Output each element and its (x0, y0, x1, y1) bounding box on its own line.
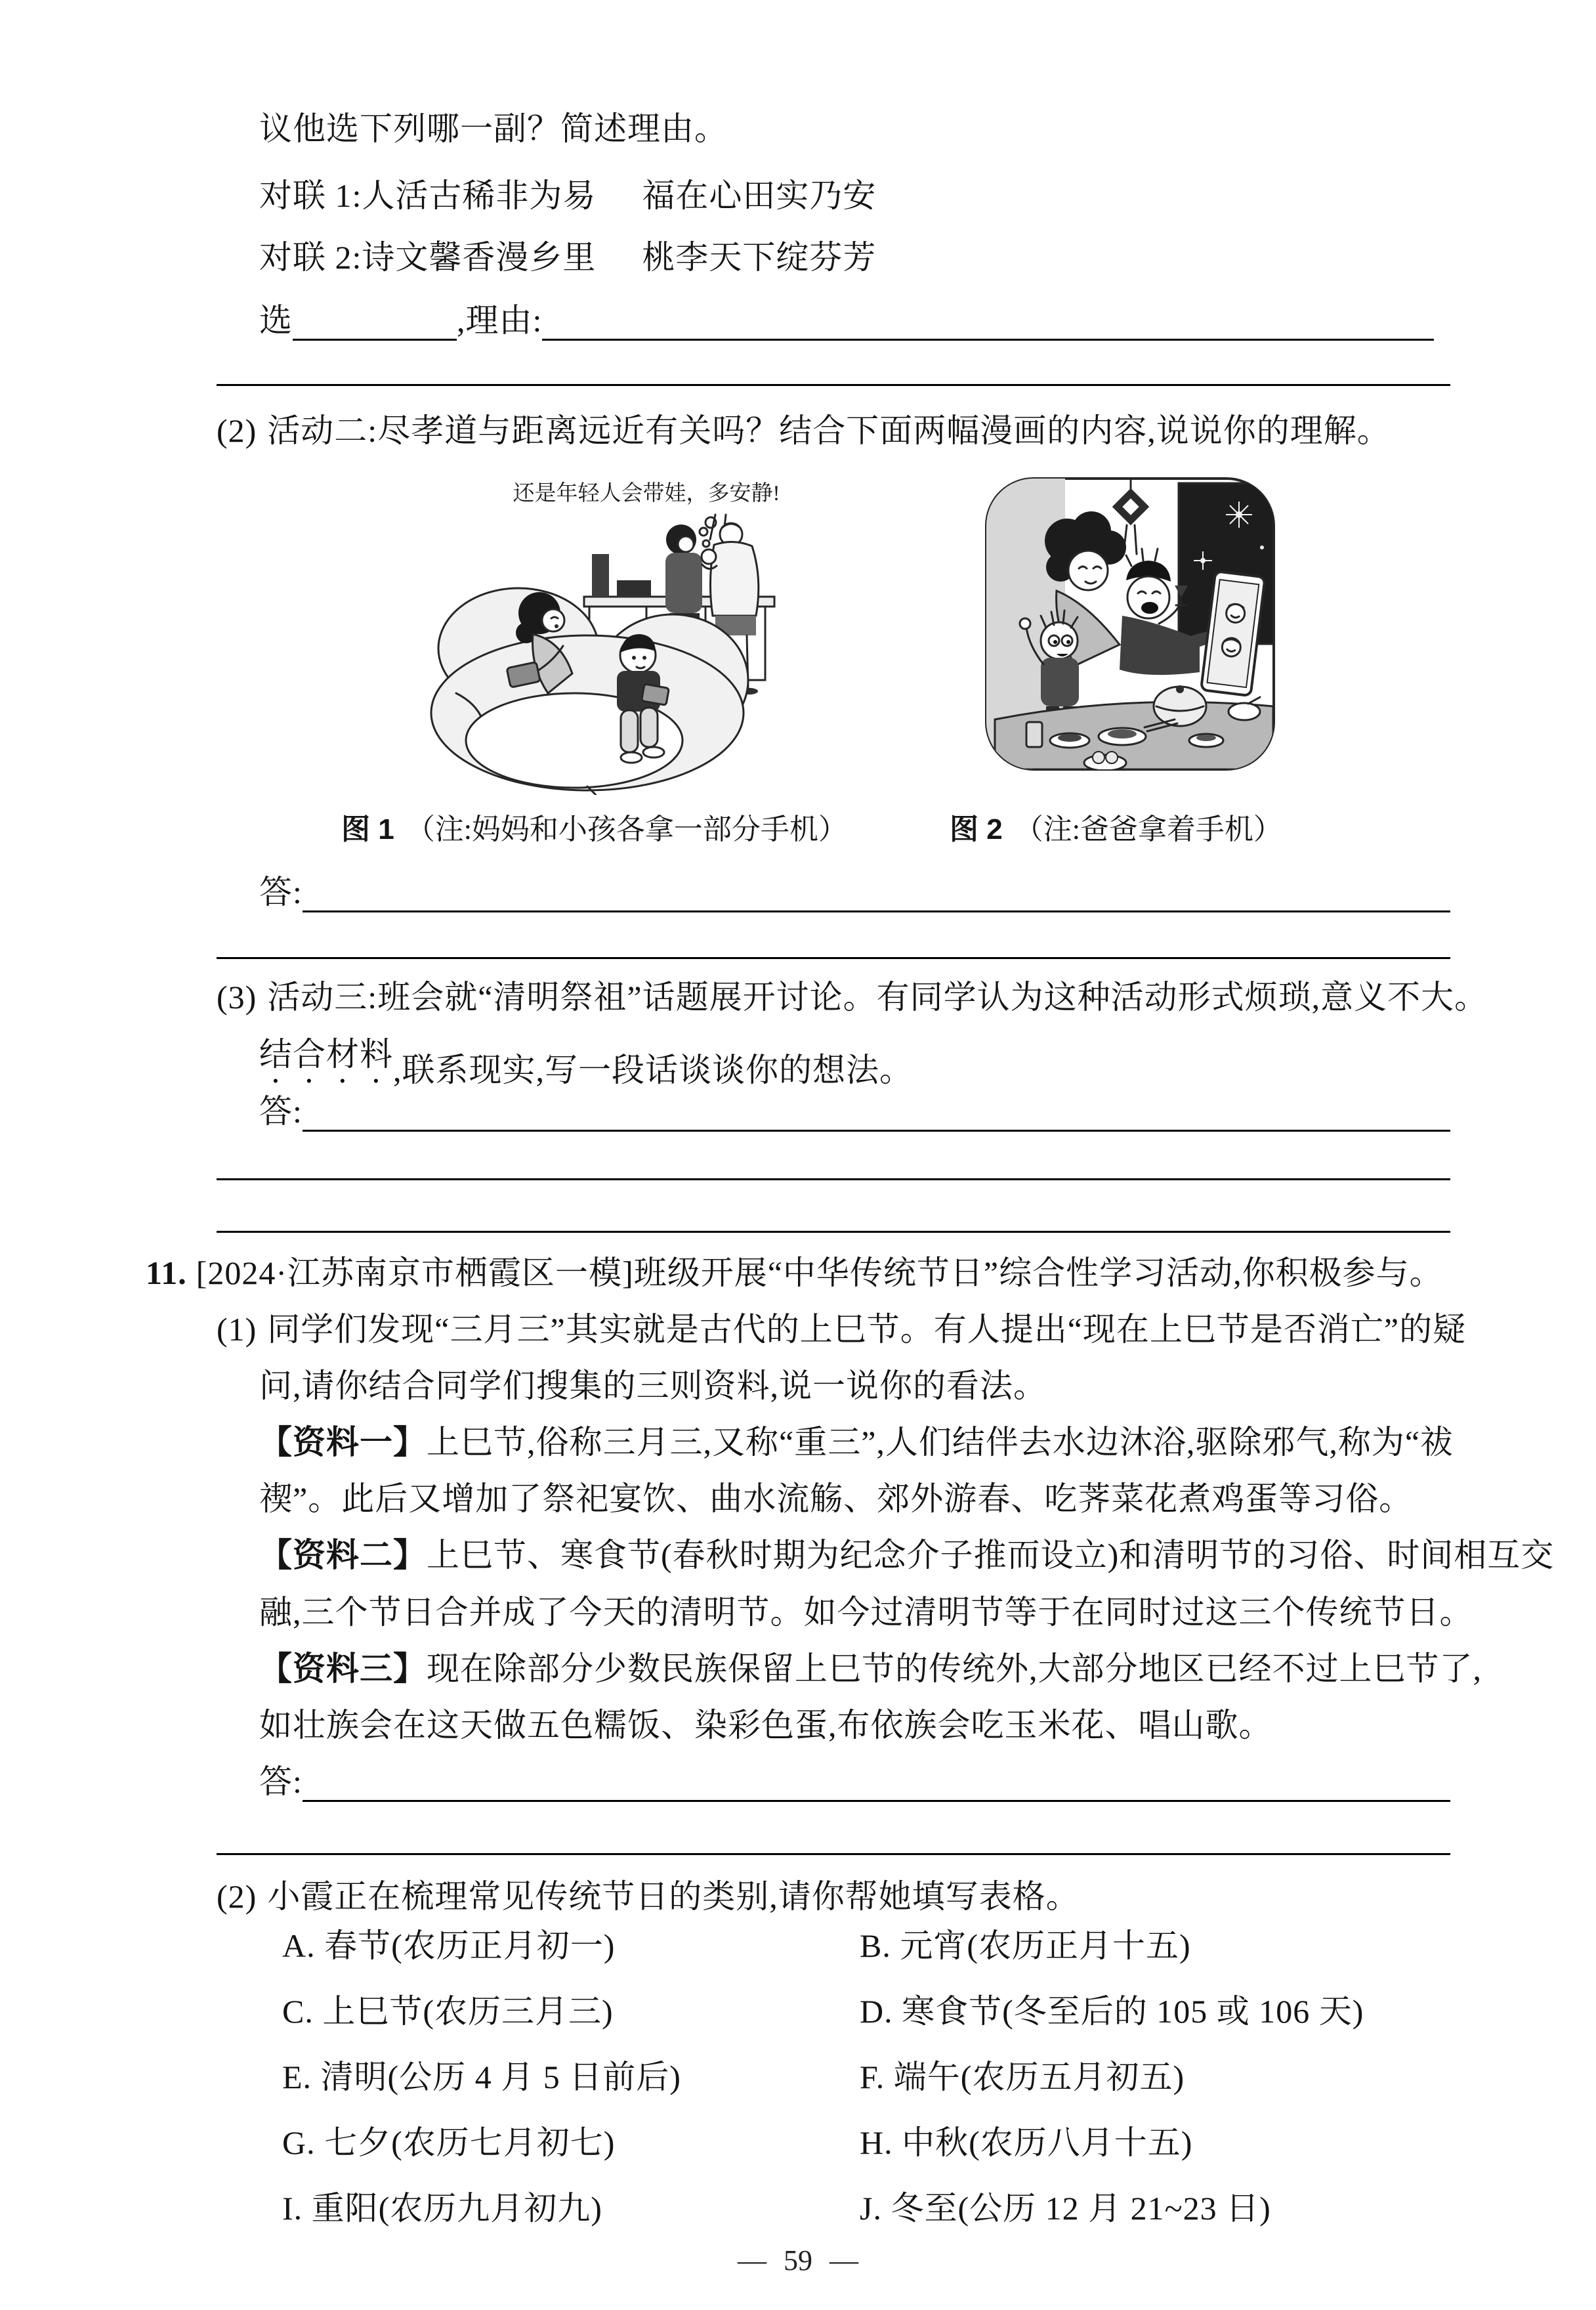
q11-part2-line (217, 1876, 1080, 1917)
cartoon1-speech-text: 还是年轻人会带娃，多安静! (513, 482, 778, 505)
material-1-text1: 上巳节,俗称三月三,又称“重三”,人们结伴去水边沐浴,驱除邪气,称为“祓 (427, 1424, 1454, 1461)
caption-figure-2 (950, 812, 1282, 847)
couplet-1-lower: 福在心田实乃安 (642, 177, 877, 214)
answer-rule (217, 1178, 1450, 1180)
couplet-2 (259, 237, 876, 278)
footer-dash-right: — (830, 2244, 858, 2277)
activity2-answer-blank (303, 875, 1450, 912)
material-2-line2: 融,三个节日合并成了今天的清明节。如今过清明节等于在同时过这三个传统节日。 (259, 1594, 1473, 1631)
caption2-note: （注:爸爸拿着手机） (1014, 813, 1282, 845)
material-1-line2: 禊”。此后又增加了祭祀宴饮、曲水流觞、郊外游春、吃荠菜花煮鸡蛋等习俗。 (259, 1480, 1413, 1517)
activity2-marker: (2) (217, 412, 257, 449)
couplet-2-lower: 桃李天下绽芬芳 (642, 239, 877, 276)
q11-part1-answer-line (259, 1761, 1450, 1802)
activity3-answer-line (259, 1091, 1450, 1132)
material-2-label: 【资料二】 (259, 1537, 427, 1573)
q11-source-tag: [2024·江苏南京市栖霞区一模] (196, 1254, 634, 1291)
q11-part1-text1: 同学们发现“三月三”其实就是古代的上巳节。有人提出“现在上巳节是否消亡”的疑 (267, 1311, 1467, 1348)
activity3-line2-rest: ,联系现实,写一段话谈谈你的想法。 (393, 1052, 913, 1088)
caption1-fig-label: 图 1 (341, 813, 394, 845)
prompt-line: 议他选下列哪一副？简述理由。 (259, 110, 728, 147)
festival-item: G. 七夕(农历七月初七) (282, 2124, 616, 2161)
activity3-line1 (217, 977, 1488, 1017)
q11-part2-marker: (2) (217, 1878, 257, 1915)
festival-item: I. 重阳(农历九月初九) (282, 2190, 602, 2227)
reason-blank (542, 303, 1434, 341)
activity3-emphasized-text: 结合材料 (259, 1036, 393, 1073)
couplet-2-label: 对联 2: (259, 239, 362, 276)
material-1-label: 【资料一】 (259, 1424, 427, 1461)
festival-item: B. 元宵(农历正月十五) (860, 1927, 1191, 1964)
material-1-line1 (259, 1422, 1454, 1463)
caption1-note: （注:妈妈和小孩各拿一部分手机） (406, 813, 847, 845)
festival-item: C. 上巳节(农历三月三) (282, 1993, 614, 2030)
q11-part1-answer-label: 答: (259, 1763, 303, 1800)
couplet-1 (259, 175, 876, 216)
answer-rule (217, 957, 1450, 959)
material-3-label: 【资料三】 (259, 1650, 427, 1687)
choose-label: 选 (259, 302, 293, 339)
reason-label: ,理由: (457, 302, 543, 339)
material-3-line1 (259, 1648, 1482, 1689)
festival-item: D. 寒食节(冬至后的 105 或 106 天) (860, 1993, 1364, 2030)
choice-blank (293, 303, 457, 341)
answer-rule (217, 1853, 1450, 1855)
material-2-text1: 上巳节、寒食节(春秋时期为纪念介子推而设立)和清明节的习俗、时间相互交 (427, 1537, 1555, 1573)
cartoon-figure-2 (983, 475, 1278, 774)
caption2-fig-label: 图 2 (950, 813, 1003, 845)
couplet-2-upper: 诗文馨香漫乡里 (362, 239, 597, 276)
activity3-line2 (259, 1034, 913, 1090)
choose-line (259, 300, 1434, 341)
q11-part2-text: 小霞正在梳理常见传统节日的类别,请你帮她填写表格。 (267, 1878, 1080, 1915)
activity3-answer-blank (303, 1094, 1450, 1132)
activity2-text: 活动二:尽孝道与距离远近有关吗？结合下面两幅漫画的内容,说说你的理解。 (267, 412, 1391, 449)
q11-part1-answer-blank (303, 1765, 1450, 1802)
festival-item: F. 端午(农历五月初五) (860, 2059, 1185, 2095)
activity3-marker: (3) (217, 979, 257, 1016)
q11-part1-line1 (217, 1309, 1466, 1350)
activity2-line (217, 410, 1391, 451)
activity3-text: 活动三:班会就“清明祭祖”话题展开讨论。有同学认为这种活动形式烦琐,意义不大。 (267, 979, 1488, 1016)
material-2-line1 (259, 1535, 1554, 1575)
q11-part1-line2: 问,请你结合同学们搜集的三则资料,说一说你的看法。 (259, 1367, 1047, 1404)
q11-part1-marker: (1) (217, 1311, 257, 1348)
festival-list (282, 1925, 1450, 2254)
activity3-answer-label: 答: (259, 1093, 303, 1130)
caption-figure-1 (341, 812, 847, 847)
festival-item: A. 春节(农历正月初一) (282, 1927, 616, 1964)
page-footer (0, 2244, 1596, 2277)
activity2-answer-label: 答: (259, 874, 303, 910)
couplet-1-label: 对联 1: (259, 177, 362, 214)
answer-rule (217, 1231, 1450, 1233)
cartoon-figure-1 (420, 477, 778, 795)
couplet-1-upper: 人活古稀非为易 (362, 177, 597, 214)
festival-item: H. 中秋(农历八月十五) (860, 2124, 1193, 2161)
q11-number: 11. (146, 1254, 187, 1291)
material-3-text1: 现在除部分少数民族保留上巳节的传统外,大部分地区已经不过上巳节了, (427, 1650, 1482, 1687)
q11-intro-text: 班级开展“中华传统节日”综合性学习活动,你积极参与。 (633, 1254, 1443, 1291)
festival-item: E. 清明(公历 4 月 5 日前后) (282, 2059, 681, 2095)
activity2-answer-line (259, 872, 1450, 912)
answer-rule (217, 384, 1450, 386)
festival-item: J. 冬至(公历 12 月 21~23 日) (860, 2190, 1271, 2227)
footer-dash-left: — (738, 2244, 766, 2277)
material-3-line2: 如壮族会在这天做五色糯饭、染彩色蛋,布依族会吃玉米花、唱山歌。 (259, 1707, 1272, 1743)
page-number: 59 (784, 2244, 812, 2277)
q11-header (146, 1252, 1443, 1293)
